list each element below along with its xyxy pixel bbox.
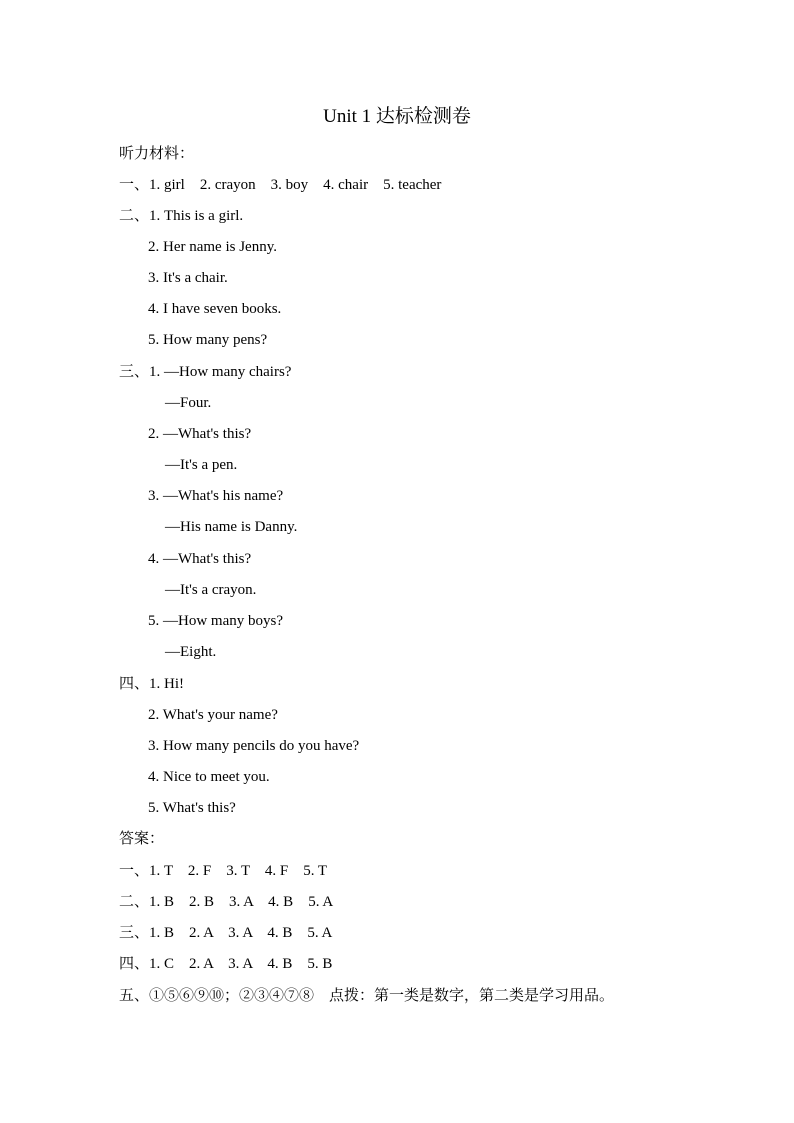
answers-heading: 答案：: [119, 831, 165, 847]
answer-line: 五、①⑤⑥⑨⑩；②③④⑦⑧ 点拨：第一类是数字，第二类是学习用品。: [119, 988, 615, 1004]
listening-section-2-line: 5. How many pens?: [148, 332, 268, 348]
listening-section-3-line: 5. —How many boys?: [148, 613, 283, 629]
listening-section-4-line: 3. How many pencils do you have?: [148, 738, 360, 754]
answer-line: 二、1. B 2. B 3. A 4. B 5. A: [119, 894, 334, 910]
listening-section-3-reply: —His name is Danny.: [165, 519, 298, 535]
listening-section-3-reply: —It's a crayon.: [165, 582, 257, 598]
listening-heading: 听力材料：: [119, 146, 195, 162]
listening-section-2-line: 4. I have seven books.: [148, 301, 282, 317]
listening-section-4-line: 5. What's this?: [148, 800, 236, 816]
answer-line: 三、1. B 2. A 3. A 4. B 5. A: [119, 925, 333, 941]
listening-section-2-line: 二、1. This is a girl.: [119, 208, 244, 224]
listening-section-4-line: 4. Nice to meet you.: [148, 769, 270, 785]
listening-section-3-reply: —Eight.: [165, 644, 217, 660]
listening-section-1: 一、1. girl 2. crayon 3. boy 4. chair 5. teacher: [119, 177, 442, 193]
listening-section-2-line: 2. Her name is Jenny.: [148, 239, 277, 255]
answer-line: 四、1. C 2. A 3. A 4. B 5. B: [119, 956, 333, 972]
listening-section-3-reply: —It's a pen.: [165, 457, 238, 473]
listening-section-2-line: 3. It's a chair.: [148, 270, 228, 286]
listening-section-3-line: 2. —What's this?: [148, 426, 252, 442]
answer-line: 一、1. T 2. F 3. T 4. F 5. T: [119, 863, 328, 879]
listening-section-4-line: 2. What's your name?: [148, 707, 278, 723]
listening-section-3-line: 4. —What's this?: [148, 551, 252, 567]
listening-section-4-line: 四、1. Hi!: [119, 676, 184, 692]
listening-section-3-line: 三、1. —How many chairs?: [119, 364, 292, 380]
listening-section-3-line: 3. —What's his name?: [148, 488, 284, 504]
listening-section-3-reply: —Four.: [165, 395, 212, 411]
page-title: Unit 1 达标检测卷: [323, 106, 471, 127]
